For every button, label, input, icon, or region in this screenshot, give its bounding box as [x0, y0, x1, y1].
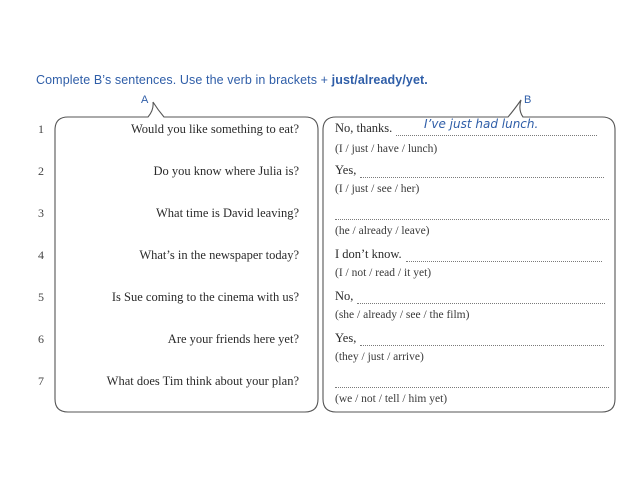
answer-blank[interactable] — [406, 249, 602, 262]
question-a: What time is David leaving? — [155, 206, 299, 220]
column-label-b: B — [524, 94, 532, 106]
item-number: 5 — [38, 290, 44, 304]
answer-line[interactable] — [335, 373, 613, 389]
verb-hint: (I / not / read / it yet) — [335, 267, 432, 279]
answer-blank[interactable] — [360, 333, 604, 346]
answer-line[interactable] — [335, 331, 613, 347]
item-number: 6 — [38, 332, 44, 346]
answer-stem: I don’t know. — [335, 247, 402, 261]
question-a: What does Tim think about your plan? — [106, 374, 299, 388]
answer-line[interactable] — [335, 247, 613, 263]
question-a: Are your friends here yet? — [167, 332, 299, 346]
item-number: 3 — [38, 206, 44, 220]
answer-blank[interactable] — [360, 165, 604, 178]
item-number: 1 — [38, 122, 44, 136]
handwritten-answer: I’ve just had lunch. — [424, 117, 539, 131]
answer-stem: No, thanks. — [335, 121, 393, 135]
question-a: Would you like something to eat? — [130, 122, 299, 136]
answer-line[interactable] — [335, 289, 613, 305]
verb-hint: (she / already / see / the film) — [335, 309, 470, 321]
verb-hint: (he / already / leave) — [335, 225, 430, 237]
answer-line[interactable] — [335, 205, 613, 221]
instruction-bold: just/already/yet. — [331, 73, 428, 87]
answer-line[interactable] — [335, 163, 613, 179]
answer-stem: Yes, — [335, 331, 357, 345]
verb-hint: (we / not / tell / him yet) — [335, 393, 448, 405]
question-a: Do you know where Julia is? — [153, 164, 299, 178]
verb-hint: (I / just / have / lunch) — [335, 143, 438, 155]
instruction-text: Complete B’s sentences. Use the verb in brackets + — [36, 73, 332, 87]
item-number: 4 — [38, 248, 44, 262]
question-a: Is Sue coming to the cinema with us? — [111, 290, 299, 304]
item-number: 7 — [38, 374, 44, 388]
answer-blank[interactable] — [335, 207, 609, 220]
answer-blank[interactable] — [357, 291, 605, 304]
verb-hint: (I / just / see / her) — [335, 183, 420, 195]
answer-stem: Yes, — [335, 163, 357, 177]
answer-stem: No, — [335, 289, 354, 303]
column-label-a: A — [141, 94, 149, 106]
answer-blank[interactable] — [335, 375, 609, 388]
item-number: 2 — [38, 164, 44, 178]
verb-hint: (they / just / arrive) — [335, 351, 424, 363]
question-a: What’s in the newspaper today? — [139, 248, 299, 262]
